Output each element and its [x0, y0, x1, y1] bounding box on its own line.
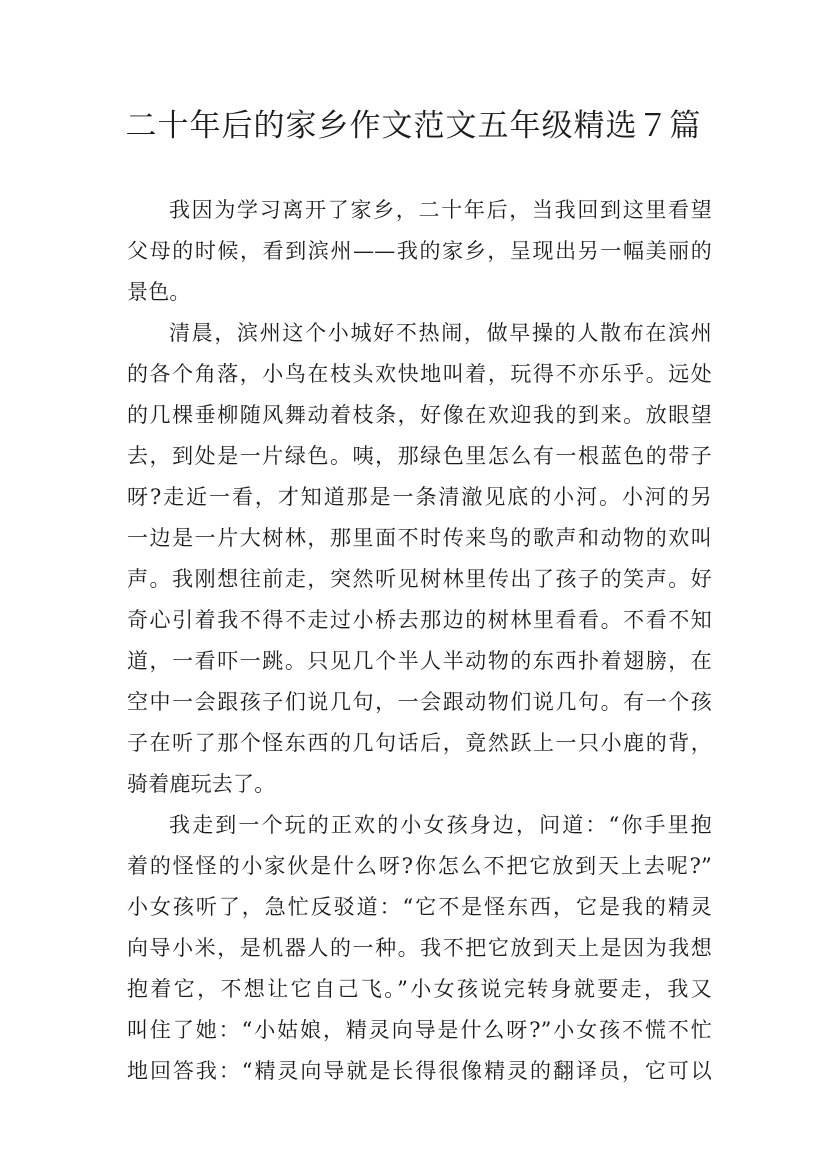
paragraph-line: 空中一会跟孩子们说几句，一会跟动物们说几句。有一个孩	[127, 690, 712, 714]
paragraph-line: 的各个角落，小鸟在枝头欢快地叫着，玩得不亦乐乎。远处	[127, 362, 712, 386]
paragraph-line: 道，一看吓一跳。只见几个半人半动物的东西扑着翅膀，在	[127, 649, 712, 673]
paragraph-2	[127, 313, 712, 805]
paragraph-line: 子在听了那个怪东西的几句话后，竟然跃上一只小鹿的背，	[127, 731, 712, 755]
document-title: 二十年后的家乡作文范文五年级精选７篇	[125, 108, 702, 144]
paragraph-line: 地回答我：“精灵向导就是长得很像精灵的翻译员，它可以	[127, 1059, 712, 1083]
paragraph-line: 父母的时候，看到滨州——我的家乡，呈现出另一幅美丽的	[127, 239, 712, 263]
paragraph-line: 向导小米，是机器人的一种。我不把它放到天上是因为我想	[127, 936, 712, 960]
document-body	[127, 190, 712, 1092]
paragraph-line: 清晨，滨州这个小城好不热闹，做早操的人散布在滨州	[169, 321, 712, 345]
paragraph-line: 奇心引着我不得不走过小桥去那边的树林里看看。不看不知	[127, 608, 712, 632]
paragraph-line: 小女孩听了，急忙反驳道：“它不是怪东西，它是我的精灵	[127, 895, 712, 919]
paragraph-line: 我走到一个玩的正欢的小女孩身边，问道：“你手里抱	[169, 813, 712, 837]
paragraph-line: 呀?走近一看，才知道那是一条清澈见底的小河。小河的另	[127, 485, 712, 509]
paragraph-line: 去，到处是一片绿色。咦，那绿色里怎么有一根蓝色的带子	[127, 444, 712, 468]
paragraph-line: 骑着鹿玩去了。	[127, 772, 276, 796]
paragraph-line: 声。我刚想往前走，突然听见树林里传出了孩子的笑声。好	[127, 567, 712, 591]
paragraph-line: 景色。	[127, 280, 191, 304]
paragraph-line: 一边是一片大树林，那里面不时传来鸟的歌声和动物的欢叫	[127, 526, 712, 550]
paragraph-3	[127, 805, 712, 1092]
paragraph-1	[127, 190, 712, 313]
paragraph-line: 叫住了她：“小姑娘，精灵向导是什么呀?”小女孩不慌不忙	[127, 1018, 712, 1042]
paragraph-line: 的几棵垂柳随风舞动着枝条，好像在欢迎我的到来。放眼望	[127, 403, 712, 427]
paragraph-line: 我因为学习离开了家乡，二十年后，当我回到这里看望	[169, 198, 712, 222]
paragraph-line: 着的怪怪的小家伙是什么呀?你怎么不把它放到天上去呢?”	[127, 854, 712, 878]
paragraph-line: 抱着它，不想让它自己飞。”小女孩说完转身就要走，我又	[127, 977, 712, 1001]
